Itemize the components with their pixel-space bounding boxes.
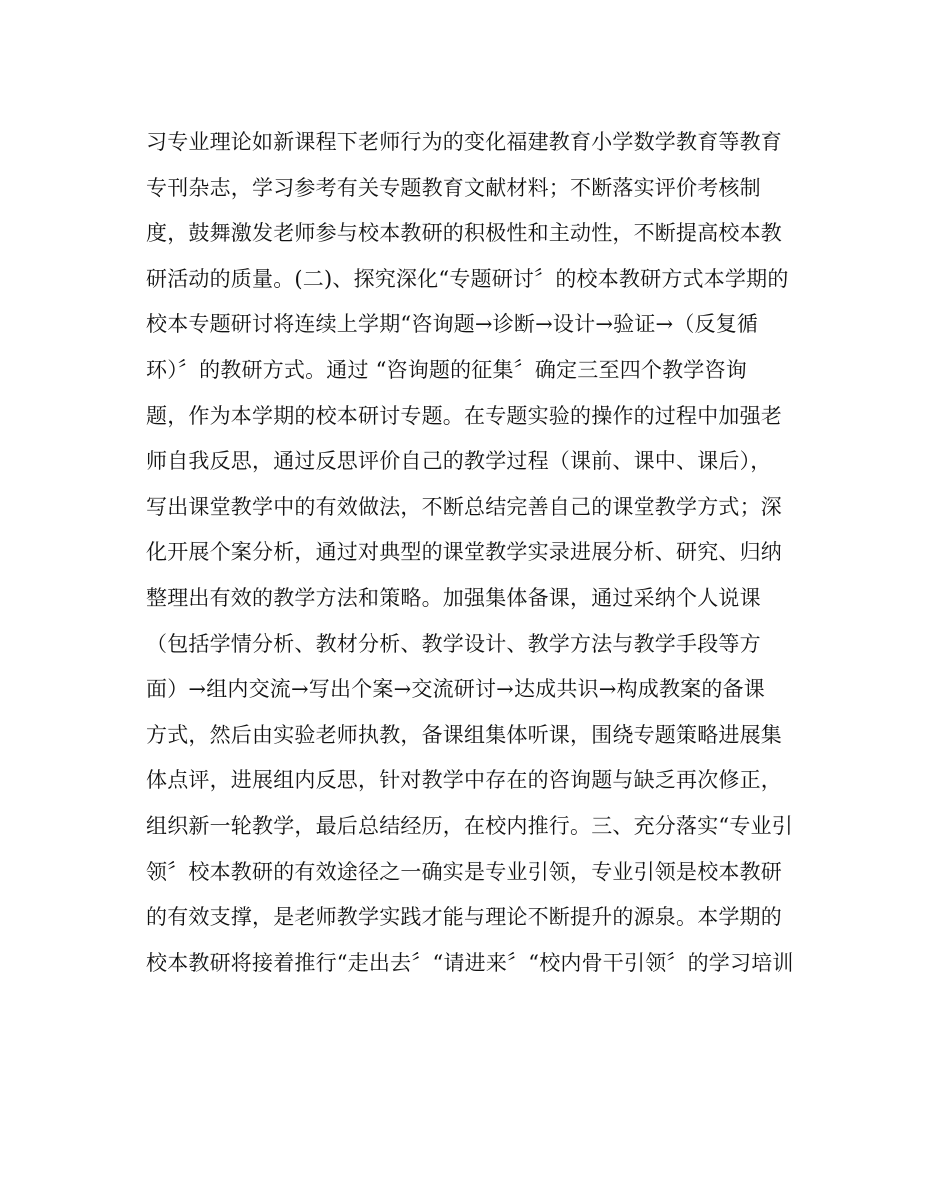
body-text [146,120,826,986]
text-line: 研活动的质量。(二)、探究深化“专题研讨〞的校本教研方式本学期的 [146,266,789,291]
text-line: 体点评，进展组内反思，针对教学中存在的咨询题与缺乏再次修正， [146,768,782,793]
text-line: 整理出有效的教学方法和策略。加强集体备课，通过采纳个人说课 [146,585,761,610]
text-line: 化开展个案分析，通过对典型的课堂教学实录进展分析、研究、归纳 [146,540,782,565]
text-line: 题，作为本学期的校本研讨专题。在专题实验的操作的过程中加强老 [146,403,782,428]
text-line: 度，鼓舞激发老师参与校本教研的积极性和主动性，不断提高校本教 [146,221,782,246]
text-line: 习专业理论如新课程下老师行为的变化福建教育小学数学教育等教育 [146,130,782,154]
text-line: 写出课堂教学中的有效做法，不断总结完善自己的课堂教学方式；深 [146,494,782,519]
text-line: 环）〞的教研方式。通过 “咨询题的征集〞确定三至四个教学咨询 [146,357,747,382]
text-line: 方式，然后由实验老师执教，备课组集体听课，围绕专题策略进展集 [146,722,782,747]
text-line: 的有效支撑，是老师教学实践才能与理论不断提升的源泉。本学期的 [146,905,782,930]
text-line: 专刊杂志，学习参考有关专题教育文献材料；不断落实评价考核制 [146,175,761,200]
text-line: （包括学情分析、教材分析、教学设计、教学方法与教学手段等方 [146,631,761,656]
text-line: 校本专题研讨将连续上学期“咨询题→诊断→设计→验证→（反复循 [146,312,759,337]
text-line: 师自我反思，通过反思评价自己的教学过程（课前、课中、课后）， [146,449,772,474]
text-line: 面）→组内交流→写出个案→交流研讨→达成共识→构成教案的备课 [146,677,765,702]
text-line: 组织新一轮教学，最后总结经历，在校内推行。三、充分落实“专业引 [146,813,793,838]
text-line: 领〞校本教研的有效途径之一确实是专业引领，专业引领是校本教研 [146,859,782,884]
text-line: 校本教研将接着推行“走出去〞“请进来〞“校内骨干引领〞的学习培训 [146,950,794,975]
